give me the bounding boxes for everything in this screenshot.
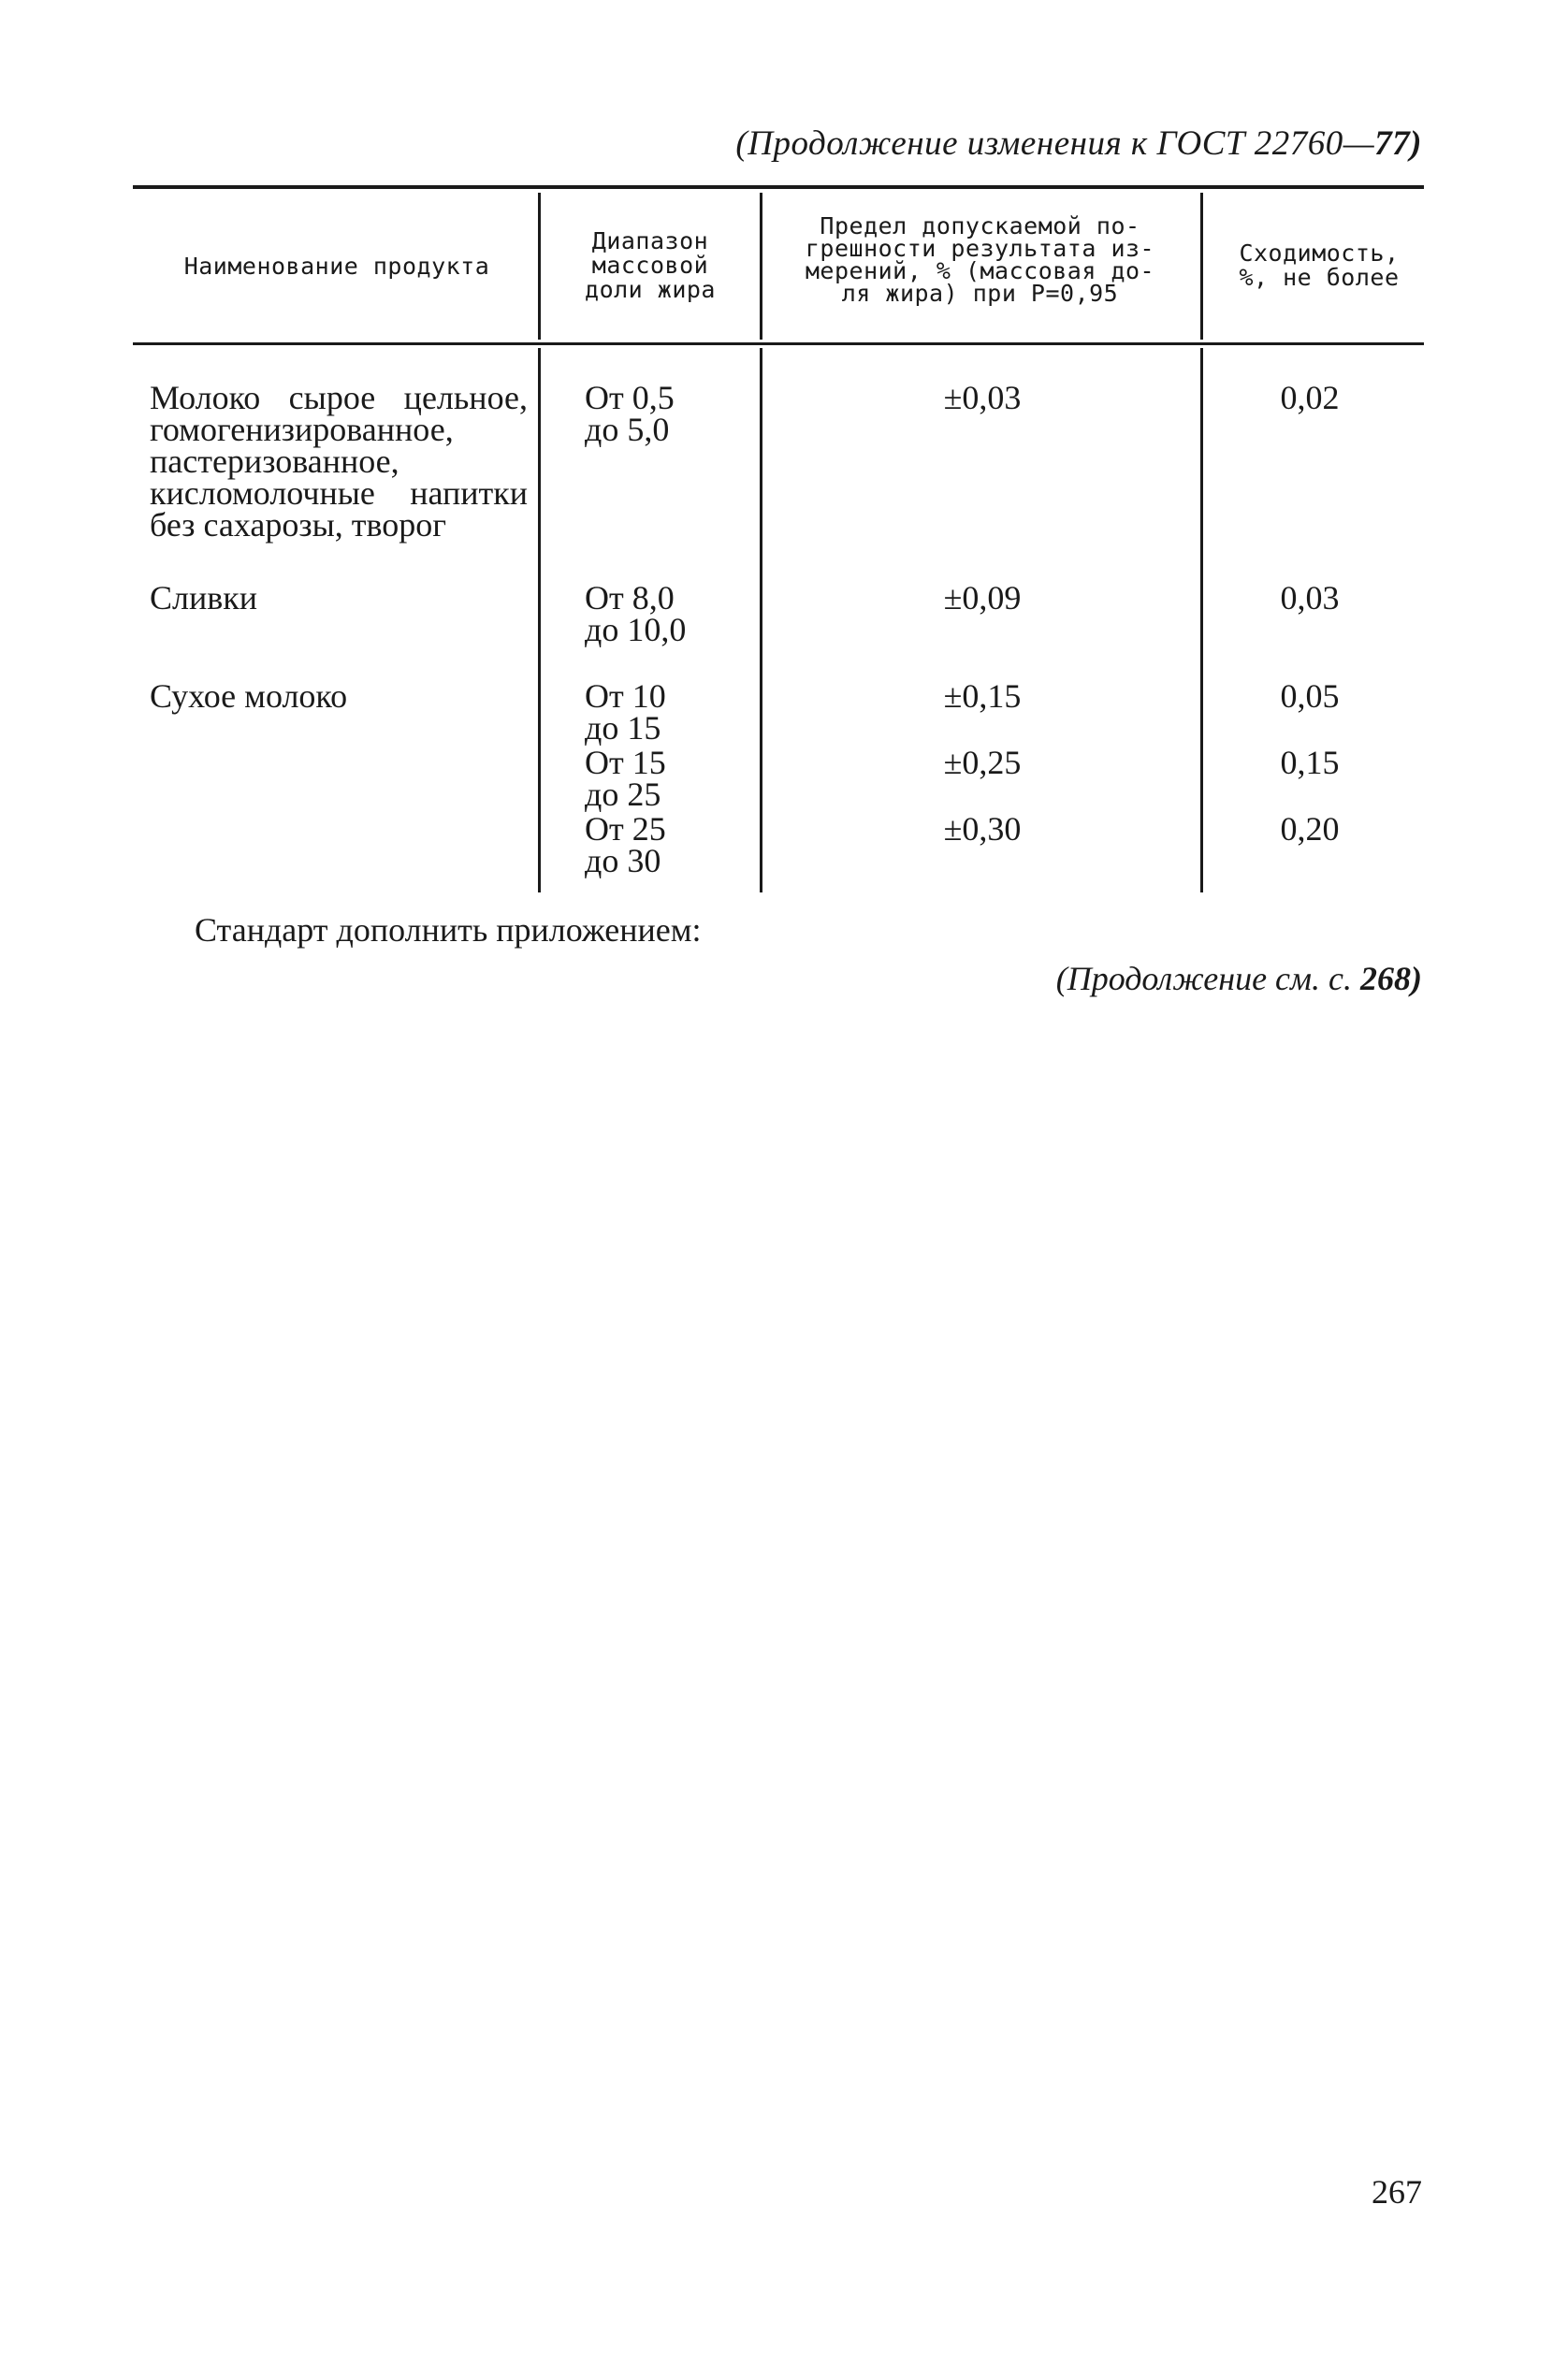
error-limit: ±0,03: [943, 379, 1022, 416]
table-header-rule: [133, 342, 1424, 345]
fat-range: От 10 до 15: [585, 677, 666, 747]
column-header-convergence: Сходимость, %, не более: [1239, 239, 1400, 291]
convergence: 0,20: [1280, 810, 1340, 848]
page-number: 267: [1372, 2173, 1422, 2211]
product-name: Молоко сырое цельное, гомогенизированное, пастеризованное, кисломолочные напитки без сахарозы, творог: [150, 379, 528, 544]
column-divider: [760, 348, 762, 892]
convergence: 0,03: [1280, 579, 1340, 616]
product-name: Сливки: [150, 579, 257, 616]
running-head-text: (Продолжение изменения к ГОСТ 22760—: [735, 124, 1375, 163]
fat-range: От 15 до 25: [585, 744, 666, 813]
column-divider: [1200, 193, 1203, 340]
running-head: [655, 123, 1422, 164]
convergence: 0,02: [1280, 379, 1340, 416]
column-header-fat-range: Диапазон массовой доли жира: [585, 227, 716, 303]
error-limit: ±0,30: [943, 810, 1022, 848]
continuation-text: (Продолжение см. с.: [1055, 960, 1360, 997]
column-divider: [760, 193, 762, 340]
continuation-note: [655, 959, 1422, 998]
table-top-rule: [133, 185, 1424, 189]
error-limit: ±0,25: [943, 744, 1022, 781]
column-divider: [1200, 348, 1203, 892]
fat-range: От 0,5 до 5,0: [585, 379, 675, 448]
continuation-page: 268): [1360, 960, 1422, 997]
column-header-error-limit: Предел допускаемой по- грешности результата из- мерений, % (массовая до- ля жира) при P=0,95: [805, 212, 1155, 307]
fat-range: От 8,0 до 10,0: [585, 579, 687, 648]
column-divider: [538, 348, 541, 892]
error-limit: ±0,15: [943, 677, 1022, 715]
convergence: 0,15: [1280, 744, 1340, 781]
column-divider: [538, 193, 541, 340]
convergence: 0,05: [1280, 677, 1340, 715]
fat-range: От 25 до 30: [585, 810, 666, 879]
supplement-note: Стандарт дополнить приложением:: [195, 911, 702, 949]
error-limit: ±0,09: [943, 579, 1022, 616]
running-head-year: 77): [1374, 124, 1422, 163]
column-header-product: Наименование продукта: [183, 253, 490, 280]
product-name: Сухое молоко: [150, 677, 348, 715]
